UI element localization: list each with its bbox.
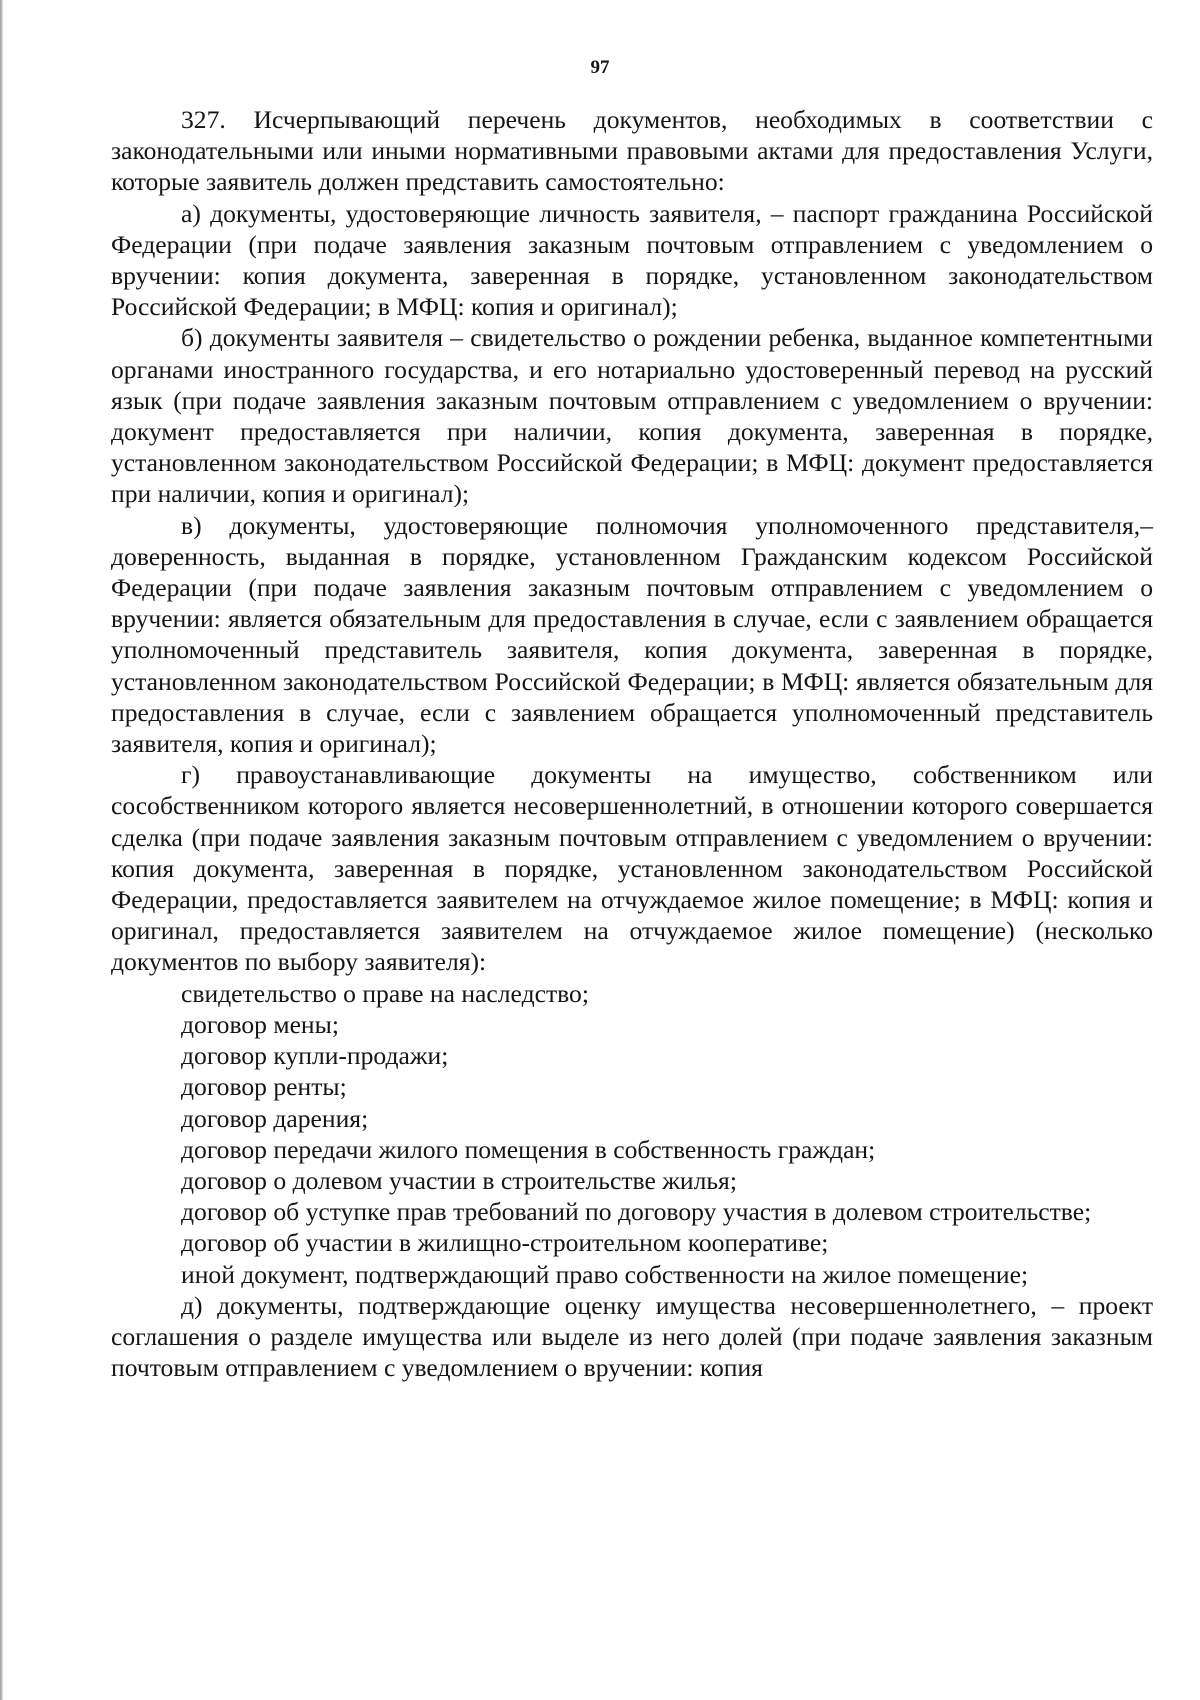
document-body bbox=[111, 104, 1153, 1383]
list-item: договор дарения; bbox=[181, 1103, 369, 1133]
paragraph-d: д) документы, подтверждающие оценку имущества несовершеннолетнего, – проект соглашения о разделе имущества или выделе из него долей (при подаче заявления заказным почтовым отправлением с уведомлением о вручении: копия bbox=[111, 1290, 1153, 1383]
list-item: договор передачи жилого помещения в собственность граждан; bbox=[181, 1134, 876, 1164]
list-item: договор купли-продажи; bbox=[181, 1041, 449, 1071]
paragraph-g: г) правоустанавливающие документы на имущество, собственником или сособственником которого является несовершеннолетний, в отношении которого совершается сделка (при подаче заявления заказным почтовым отправлением с уведомлением о вручении: копия документа, заверенная в порядке, установленном законодательством Российской Федерации, предоставляется заявителем на отчуждаемое жилое помещение; в МФЦ: копия и оригинал, предоставляется заявителем на отчуждаемое жилое помещение) (несколько документов по выбору заявителя): bbox=[111, 760, 1153, 977]
list-item: договор об участии в жилищно-строительном кооперативе; bbox=[181, 1228, 829, 1258]
document-list bbox=[111, 978, 1153, 1290]
scan-edge bbox=[0, 0, 3, 1700]
list-item: договор мены; bbox=[181, 1009, 339, 1039]
list-item: договор об уступке прав требований по договору участия в долевом строительстве; bbox=[181, 1197, 1092, 1227]
paragraph-a: а) документы, удостоверяющие личность заявителя, – паспорт гражданина Российской Федерации (при подаче заявления заказным почтовым отправлением с уведомлением о вручении: копия документа, заверенная в порядке, установленном законодательством Российской Федерации; в МФЦ: копия и оригинал); bbox=[111, 198, 1153, 322]
paragraph-327: 327. Исчерпывающий перечень документов, необходимых в соответствии с законодательными или иными нормативными правовыми актами для предоставления Услуги, которые заявитель должен представить самостоятельно: bbox=[111, 105, 1153, 197]
paragraph-v: в) документы, удостоверяющие полномочия уполномоченного представителя,– доверенность, выданная в порядке, установленном Гражданским кодексом Российской Федерации (при подаче заявления заказным почтовым отправлением с уведомлением о вручении: является обязательным для предоставления в случае, если с заявлением обращается уполномоченный представитель заявителя, копия документа, заверенная в порядке, установленном законодательством Российской Федерации; в МФЦ: является обязательным для предоставления в случае, если с заявлением обращается уполномоченный представитель заявителя, копия и оригинал); bbox=[111, 510, 1153, 759]
list-item: иной документ, подтверждающий право собственности на жилое помещение; bbox=[181, 1259, 1029, 1289]
list-item: договор ренты; bbox=[181, 1072, 347, 1102]
list-item: договор о долевом участии в строительстве жилья; bbox=[181, 1165, 737, 1195]
page-number: 97 bbox=[590, 57, 610, 78]
list-item: свидетельство о праве на наследство; bbox=[181, 978, 589, 1008]
paragraph-b: б) документы заявителя – свидетельство о рождении ребенка, выданное компетентными органами иностранного государства, и его нотариально удостоверенный перевод на русский язык (при подаче заявления заказным почтовым отправлением с уведомлением о вручении: документ предоставляется при наличии, копия документа, заверенная в порядке, установленном законодательством Российской Федерации; в МФЦ: документ предоставляется при наличии, копия и оригинал); bbox=[111, 323, 1153, 509]
